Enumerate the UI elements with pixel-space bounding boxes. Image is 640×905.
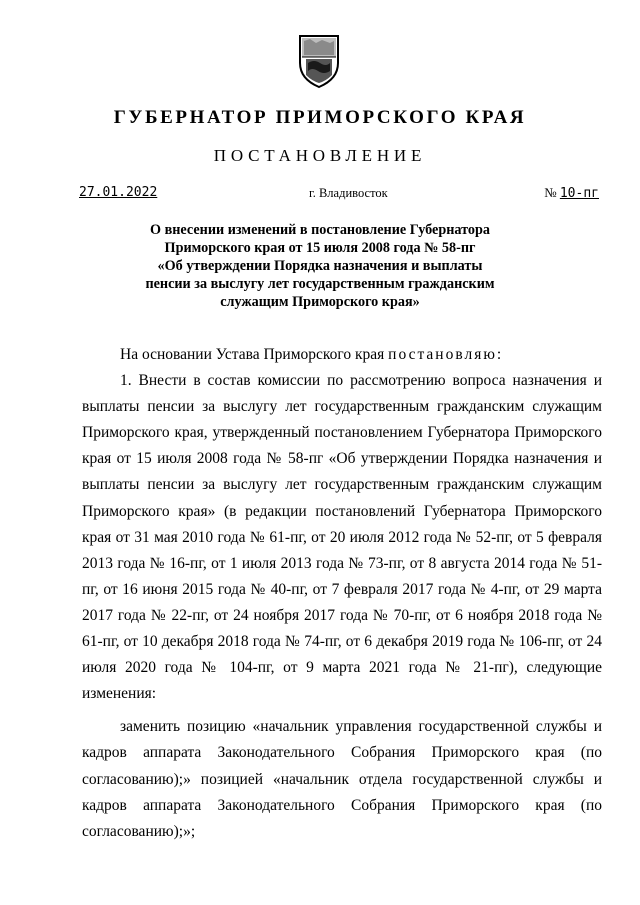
intro-text: На основании Устава Приморского края (120, 346, 385, 363)
document-meta-row (79, 185, 599, 205)
paragraph-2: заменить позицию «начальник управления государственной службы и кадров аппарата Законодательного Собрания Приморского края (по согласованию);» позицией «начальник отдела государственной службы и кадров аппарата Законодательного Собрания Приморского края (по согласованию);»; (82, 718, 602, 840)
subject-line: пенсии за выслугу лет государственным гражданским (145, 276, 495, 292)
org-title: ГУБЕРНАТОР ПРИМОРСКОГО КРАЯ (113, 107, 527, 128)
subject-line: «Об утверждении Порядка назначения и выплаты (157, 258, 483, 274)
subject-line: О внесении изменений в постановление Губернатора (150, 222, 490, 238)
number-value: 10-пг (559, 186, 599, 201)
document-body (82, 342, 602, 845)
number-prefix: № (544, 185, 557, 200)
intro-keyword: постановляю (388, 346, 497, 363)
subject-line: Приморского края от 15 июля 2008 года № 58-пг (164, 240, 476, 256)
document-date: 27.01.2022 (79, 185, 158, 200)
subject-line: служащим Приморского края» (220, 294, 420, 310)
document-city: г. Владивосток (309, 186, 388, 200)
document-type: ПОСТАНОВЛЕНИЕ (213, 146, 427, 165)
document-number (544, 185, 599, 201)
document-subject (110, 221, 530, 311)
intro-colon: : (496, 346, 502, 363)
coat-of-arms-icon (296, 33, 342, 89)
intro-paragraph (82, 342, 602, 368)
paragraph-1: 1. Внести в состав комиссии по рассмотрению вопроса назначения и выплаты пенсии за выслугу лет государственным гражданским служащим Приморского края, утвержденный постановлением Губернатора Приморского края от 15 июля 2008 года № 58-пг «Об утверждении Порядка назначения и выплаты пенсии за выслугу лет государственным гражданским служащим Приморского края» (в редакции постановлений Губернатора Приморского края от 31 мая 2010 года № 61-пг, от 20 июля 2012 года № 52-пг, от 5 февраля 2013 года № 16-пг, от 1 июля 2013 года № 73-пг, от 8 августа 2014 года № 51-пг, от 16 июня 2015 года № 40-пг, от 7 февраля 2017 года № 4-пг, от 29 марта 2017 года № 22-пг, от 24 ноября 2017 года № 70-пг, от 6 ноября 2018 года № 61-пг, от 10 декабря 2018 года № 74-пг, от 6 декабря 2019 года № 106-пг, от 24 июля 2020 года № 104-пг, от 9 марта 2021 года № 21-пг), следующие изменения: (82, 372, 602, 703)
